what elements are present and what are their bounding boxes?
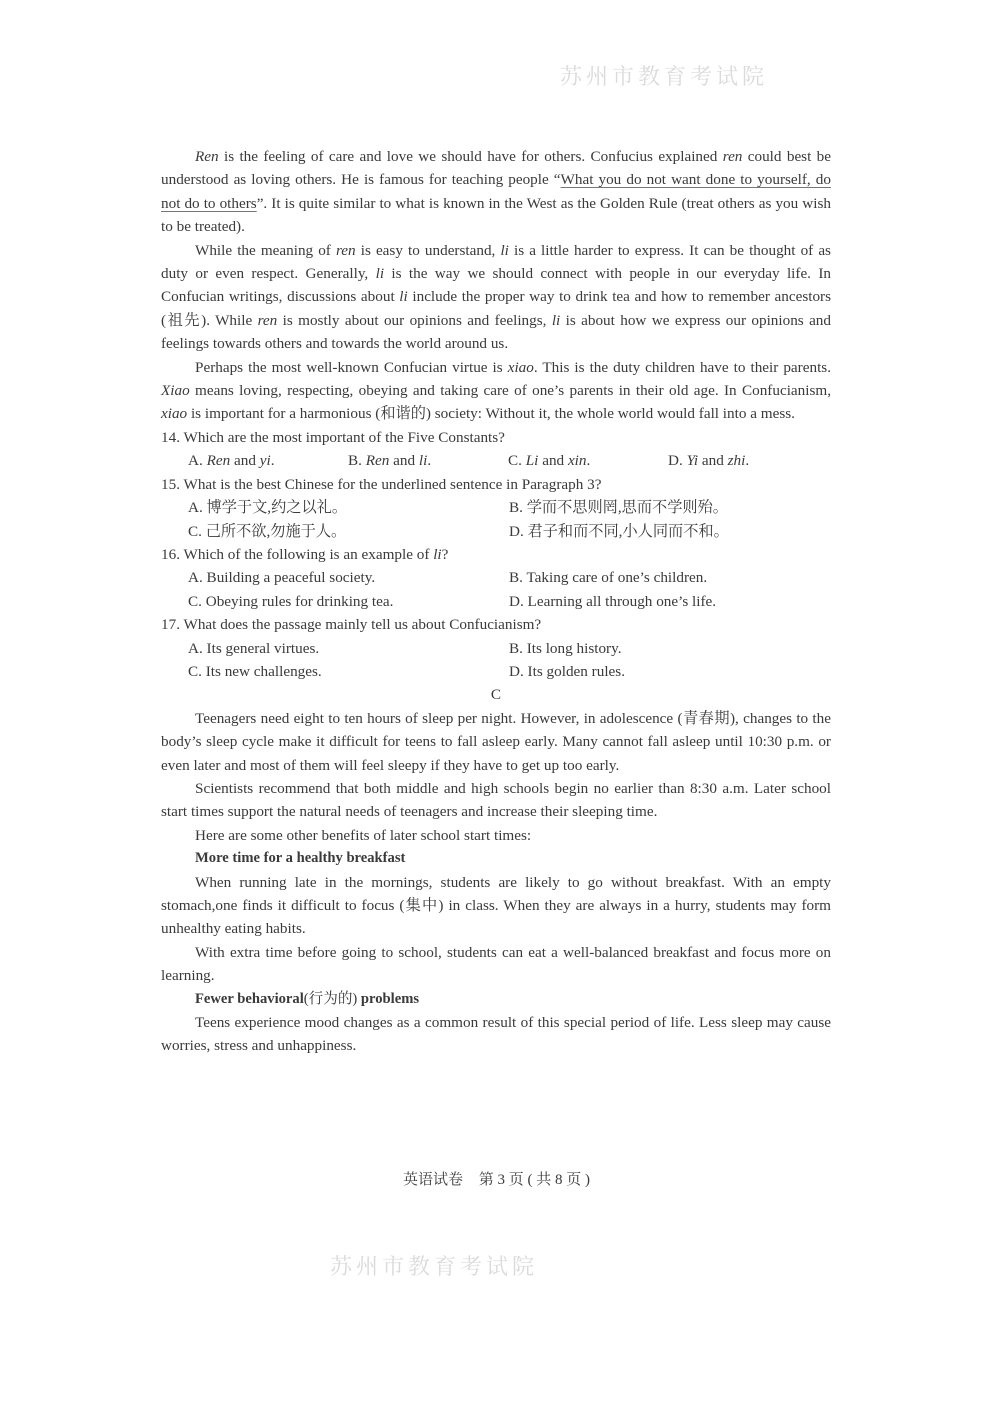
passage-c-paragraph-1: Teenagers need eight to ten hours of sleep per night. However, in adolescence (青春期), changes to the body’s sleep cycle make it difficult for teens to fall asleep early. Many cannot fall asleep until 10:30 p.m. or even later and most of them will feel sleepy if they have to get up too early. bbox=[161, 709, 831, 774]
passage-b-paragraph-3 bbox=[161, 356, 831, 426]
term-li: li bbox=[500, 241, 509, 259]
term: zhi bbox=[727, 452, 746, 470]
term: xin bbox=[567, 452, 587, 470]
question-16-option-d[interactable]: D. Learning all through one’s life. bbox=[509, 592, 717, 610]
term-ren: Ren bbox=[195, 148, 219, 165]
term-li: li bbox=[551, 311, 561, 329]
text: Perhaps the most well-known Confucian virtue is bbox=[195, 358, 508, 376]
text: is the way we should connect with people in our everyday life. In Confucian writings, discussions about bbox=[161, 265, 831, 306]
passage-c-paragraph-4: When running late in the mornings, students are likely to go without breakfast. With an empty stomach,one finds it difficult to focus (集中) in class. When they are always in a hurry, students may form unhealthy eating habits. bbox=[161, 873, 831, 938]
section-heading-breakfast: More time for a healthy breakfast bbox=[195, 850, 406, 867]
page-footer bbox=[0, 1168, 993, 1189]
question-16-stem bbox=[161, 543, 831, 566]
question-14-options bbox=[161, 449, 831, 472]
text: (行为的) bbox=[303, 990, 358, 1007]
text: While the meaning of bbox=[195, 241, 336, 259]
question-14-option-d[interactable] bbox=[668, 449, 828, 472]
text: is about how we express our opinions and feelings towards others and towards the world around us. bbox=[161, 311, 831, 353]
question-15-option-d[interactable]: D. 君子和而不同,小人同而不和。 bbox=[509, 522, 729, 540]
question-17-option-a[interactable]: A. Its general virtues. bbox=[188, 639, 320, 657]
text: is important for a harmonious (和谐的) society: Without it, the whole world would fall into a mess. bbox=[187, 405, 795, 423]
text: . This is the duty children have to their parents. bbox=[533, 358, 831, 376]
footer-page-number: 第 3 页 ( 共 8 页 ) bbox=[478, 1172, 590, 1188]
text: means loving, respecting, obeying and taking care of one’s parents in their old age. In Confucianism, bbox=[189, 382, 831, 400]
term-li: li bbox=[433, 545, 442, 563]
text: . bbox=[745, 452, 750, 470]
term: li bbox=[418, 452, 428, 470]
term-li: li bbox=[399, 288, 408, 306]
text: include the proper way to drink tea and how to remember ancestors (祖先). While bbox=[161, 288, 832, 329]
underlined-sentence: What you do not want done to yourself, do not do to others bbox=[161, 171, 831, 212]
term-xiao: xiao bbox=[161, 405, 188, 423]
option-letter: A. bbox=[188, 452, 207, 470]
text: is mostly about our opinions and feelings, bbox=[277, 311, 552, 329]
text: and bbox=[538, 452, 568, 470]
term: Ren bbox=[206, 452, 231, 470]
question-14-option-b[interactable] bbox=[348, 449, 508, 472]
text: and bbox=[698, 452, 728, 470]
question-16-option-b[interactable]: B. Taking care of one’s children. bbox=[509, 569, 708, 587]
text: problems bbox=[357, 990, 420, 1007]
watermark: 苏州市教育考试院 bbox=[560, 65, 769, 90]
passage-b-paragraph-2 bbox=[161, 239, 831, 356]
question-17-options bbox=[161, 637, 831, 684]
text: is the feeling of care and love we should have for others. Confucius explained bbox=[218, 148, 723, 165]
text: could best be understood as loving others. He is famous for teaching people “ bbox=[161, 148, 831, 189]
question-17-stem: 17. What does the passage mainly tell us about Confucianism? bbox=[161, 616, 542, 634]
question-17-option-c[interactable]: C. Its new challenges. bbox=[188, 662, 322, 680]
text: 16. Which of the following is an example of bbox=[161, 545, 434, 563]
question-16-option-c[interactable]: C. Obeying rules for drinking tea. bbox=[188, 592, 394, 610]
text: and bbox=[389, 452, 419, 470]
term-ren: ren bbox=[722, 148, 743, 165]
term-ren: ren bbox=[257, 311, 278, 329]
text: is a little harder to express. It can be thought of as duty or even respect. Generally, bbox=[161, 241, 831, 283]
question-15-option-b[interactable]: B. 学而不思则罔,思而不学则殆。 bbox=[509, 499, 728, 517]
exam-page bbox=[161, 145, 831, 1058]
section-heading-behavioral bbox=[161, 988, 831, 1011]
passage-c-paragraph-3: Here are some other benefits of later school start times: bbox=[195, 826, 532, 844]
question-15-stem: 15. What is the best Chinese for the underlined sentence in Paragraph 3? bbox=[161, 475, 602, 493]
question-15-options bbox=[161, 496, 831, 543]
term: Ren bbox=[365, 452, 390, 470]
question-16-options bbox=[161, 566, 831, 613]
question-14-stem: 14. Which are the most important of the Five Constants? bbox=[161, 428, 505, 446]
text: is easy to understand, bbox=[355, 241, 501, 259]
term-xiao: Xiao bbox=[161, 382, 190, 400]
term: Yi bbox=[686, 452, 699, 470]
term: yi bbox=[259, 452, 271, 470]
passage-c-paragraph-5: With extra time before going to school, students can eat a well-balanced breakfast and focus more on learning. bbox=[161, 943, 831, 985]
term-li: li bbox=[375, 265, 385, 283]
question-17-option-b[interactable]: B. Its long history. bbox=[509, 639, 622, 657]
passage-c-paragraph-6: Teens experience mood changes as a common result of this special period of life. Less sleep may cause worries, stress and unhappiness. bbox=[161, 1014, 831, 1055]
text: . bbox=[427, 452, 432, 470]
text: and bbox=[230, 452, 260, 470]
question-16-option-a[interactable]: A. Building a peaceful society. bbox=[188, 569, 376, 587]
question-15-option-c[interactable]: C. 己所不欲,勿施于人。 bbox=[188, 522, 347, 540]
question-17-option-d[interactable]: D. Its golden rules. bbox=[509, 662, 625, 680]
passage-b-paragraph-1 bbox=[161, 145, 831, 239]
option-letter: D. bbox=[668, 452, 687, 470]
option-letter: C. bbox=[508, 452, 526, 470]
text: . bbox=[270, 452, 275, 470]
footer-subject: 英语试卷 bbox=[402, 1172, 463, 1188]
question-14-option-c[interactable] bbox=[508, 449, 668, 472]
term-ren: ren bbox=[335, 241, 356, 259]
watermark: 苏州市教育考试院 bbox=[330, 1255, 539, 1280]
term-xiao: xiao bbox=[507, 358, 534, 376]
text: . bbox=[586, 452, 591, 470]
question-15-option-a[interactable]: A. 博学于文,约之以礼。 bbox=[188, 499, 348, 517]
text: Fewer behavioral bbox=[195, 990, 304, 1007]
question-14-option-a[interactable] bbox=[188, 449, 348, 472]
option-letter: B. bbox=[348, 452, 366, 470]
passage-c-paragraph-2: Scientists recommend that both middle and high schools begin no earlier than 8:30 a.m. Later school start times support the natural needs of teenagers and increase their sleeping time. bbox=[161, 779, 831, 821]
term: Li bbox=[525, 452, 539, 470]
text: ”. It is quite similar to what is known in the West as the Golden Rule (treat others as you wish to be treated). bbox=[161, 194, 831, 236]
passage-c-label: C bbox=[490, 686, 502, 704]
text: ? bbox=[441, 545, 449, 563]
